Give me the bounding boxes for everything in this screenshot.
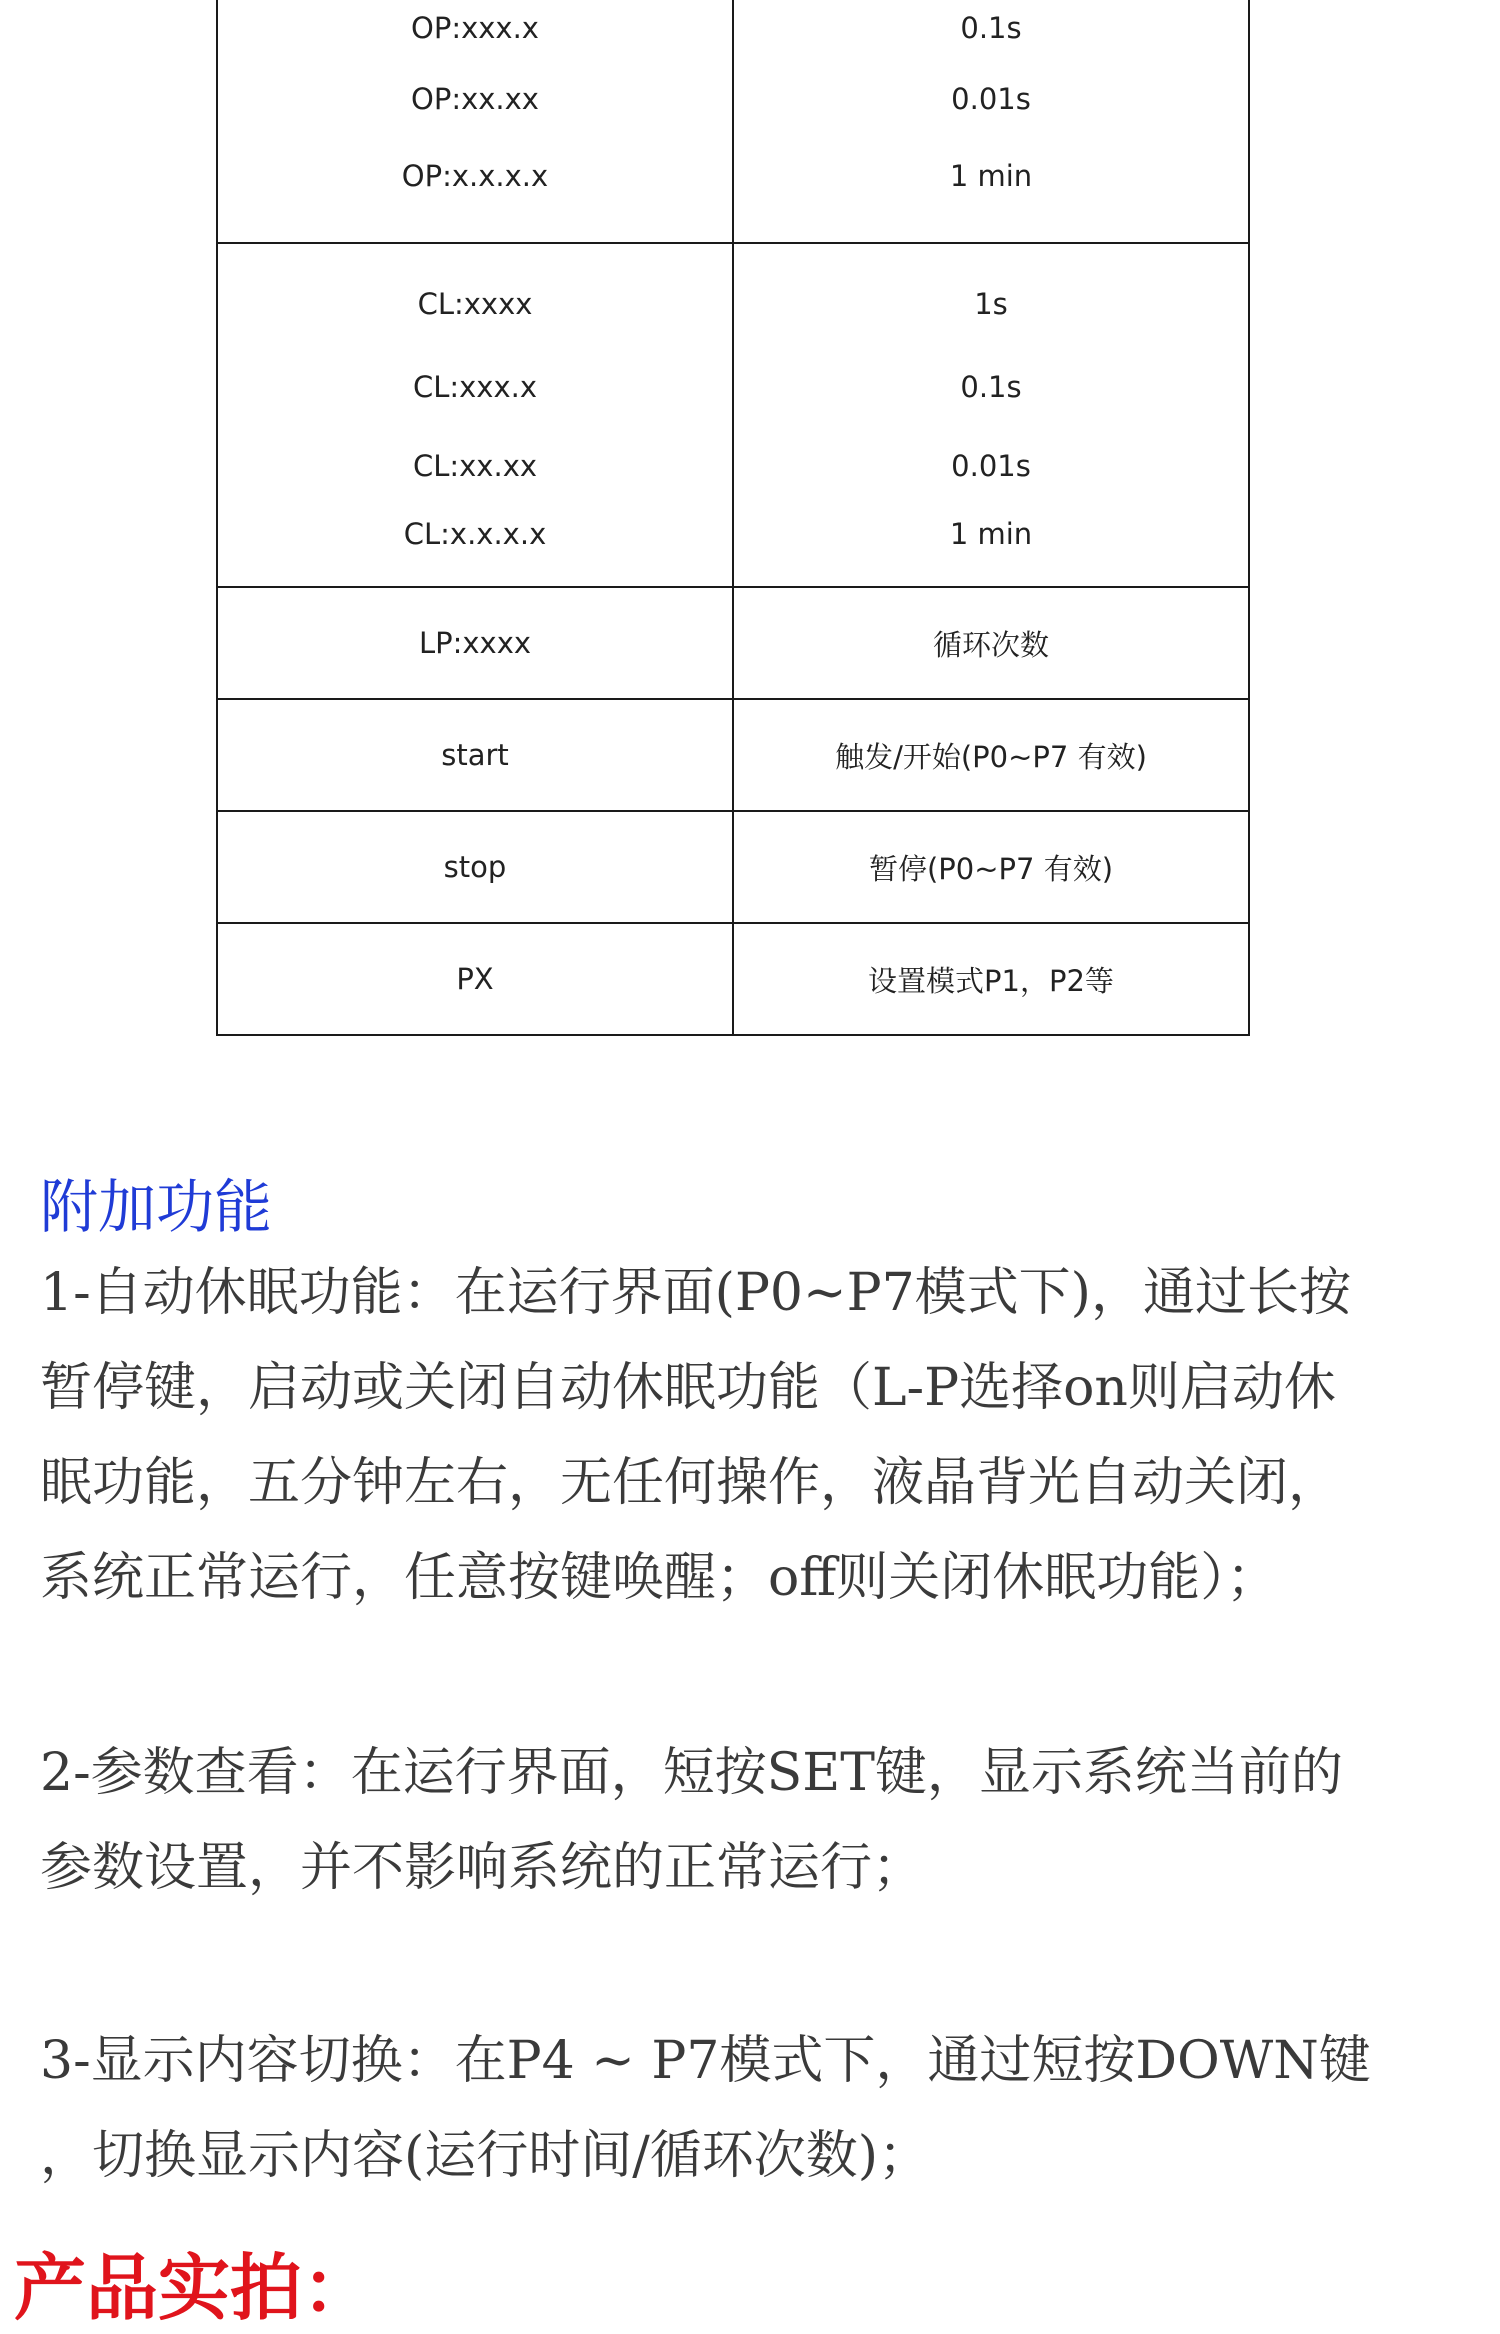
table-cell-description: 暂停(P0~P7 有效): [733, 811, 1249, 923]
paragraph-auto-sleep: [40, 1246, 1460, 1626]
cl-code: CL:xx.xx: [412, 449, 538, 483]
table-cell-op-codes: [217, 0, 733, 243]
cl-code: CL:xxx.x: [412, 370, 538, 404]
paragraph-line: 暂停键，启动或关闭自动休眠功能（L-P选择on则启动休: [40, 1358, 1336, 1418]
paragraph-line: 眠功能，五分钟左右，无任何操作，液晶背光自动关闭，: [40, 1453, 1341, 1513]
cl-unit: 1s: [974, 287, 1008, 321]
paragraph-display-switch: [40, 2014, 1460, 2204]
section-title: 附加功能: [40, 1173, 273, 1241]
cl-code: CL:x.x.x.x: [403, 517, 547, 551]
op-code: OP:x.x.x.x: [401, 159, 549, 193]
table-cell-code: LP:xxxx: [217, 587, 733, 699]
table-cell-description: 循环次数: [733, 587, 1249, 699]
cl-unit: 0.01s: [951, 449, 1031, 483]
cl-code: CL:xxxx: [417, 287, 533, 321]
op-unit: 0.1s: [960, 11, 1022, 45]
paragraph-line: ，切换显示内容(运行时间/循环次数)；: [40, 2126, 931, 2186]
paragraph-parameter-view: [40, 1726, 1460, 1916]
cl-unit: 0.1s: [960, 370, 1022, 404]
op-unit: 1 min: [949, 159, 1033, 193]
paragraph-line: 系统正常运行，任意按键唤醒；off则关闭休眠功能）；: [40, 1548, 1279, 1608]
table-row-px: [217, 923, 1249, 1035]
op-code: OP:xx.xx: [411, 82, 539, 116]
table-row-stop: [217, 811, 1249, 923]
table-row-start: [217, 699, 1249, 811]
table-row-cl: [217, 243, 1249, 587]
paragraph-line: 1-自动休眠功能：在运行界面(P0~P7模式下)，通过长按: [40, 1263, 1351, 1323]
table-cell-code: start: [217, 699, 733, 811]
table-cell-code: stop: [217, 811, 733, 923]
table-cell-op-units: [733, 0, 1249, 243]
parameter-table: [216, 0, 1250, 1036]
paragraph-line: 参数设置，并不影响系统的正常运行；: [40, 1838, 925, 1898]
table-row-lp: [217, 587, 1249, 699]
table-cell-code: PX: [217, 923, 733, 1035]
table-cell-cl-codes: [217, 243, 733, 587]
product-photos-heading: 产品实拍：: [14, 2245, 375, 2330]
op-unit: 0.01s: [951, 82, 1031, 116]
paragraph-line: 2-参数查看：在运行界面，短按SET键，显示系统当前的: [40, 1743, 1343, 1803]
table-row-op: [217, 0, 1249, 243]
paragraph-line: 3-显示内容切换：在P4 ~ P7模式下，通过短按DOWN键: [40, 2031, 1371, 2091]
cl-unit: 1 min: [949, 517, 1033, 551]
table-cell-description: 触发/开始(P0~P7 有效): [733, 699, 1249, 811]
op-code: OP:xxx.x: [411, 11, 539, 45]
table-cell-description: 设置模式P1，P2等: [733, 923, 1249, 1035]
table-cell-cl-units: [733, 243, 1249, 587]
